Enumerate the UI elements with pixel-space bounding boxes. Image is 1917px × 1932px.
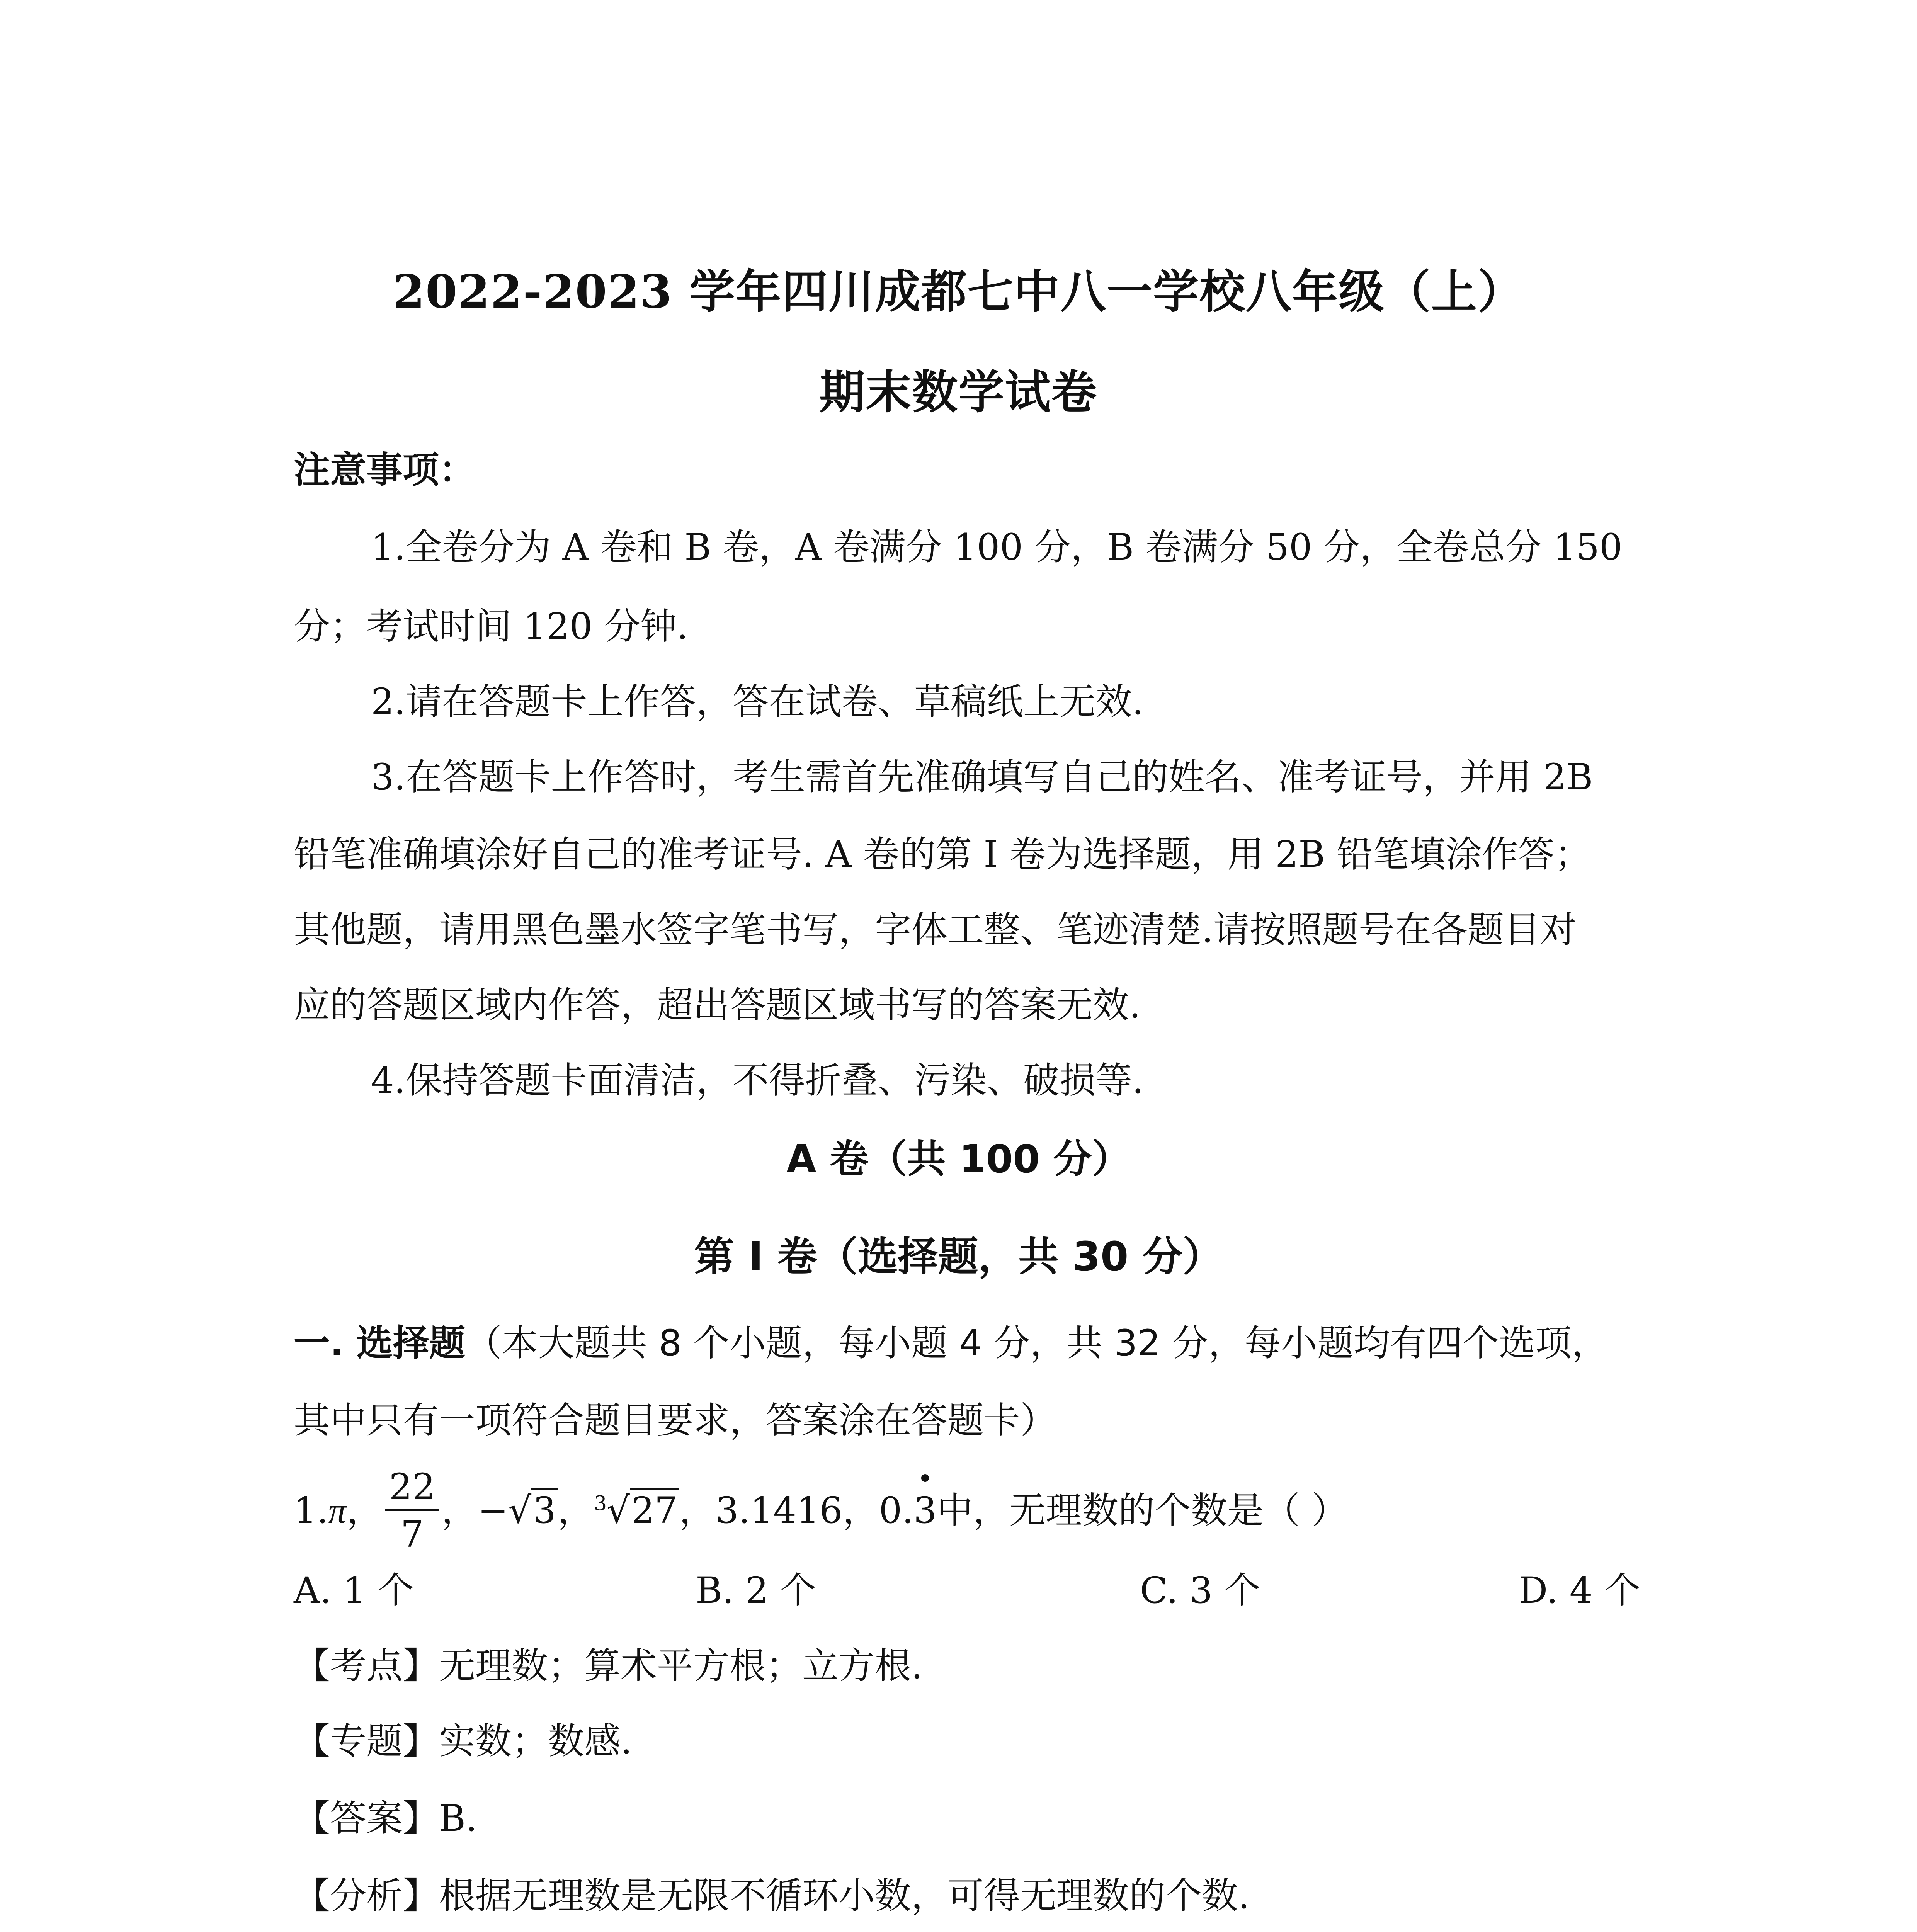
section-a1-heading: 第 I 卷（选择题，共 30 分） bbox=[694, 1233, 1223, 1280]
q1-fraction-numerator: 22 bbox=[385, 1469, 439, 1511]
q1-option-d: D. 4 个 bbox=[1519, 1570, 1641, 1612]
q1-cbrt27 bbox=[594, 1490, 679, 1532]
part-1-description-line-2: 其中只有一项符合题目要求，答案涂在答题卡） bbox=[294, 1400, 1057, 1442]
notice-3-line-3: 其他题，请用黑色墨水签字笔书写，字体工整、笔迹清楚.请按照题号在各题目对 bbox=[294, 909, 1577, 951]
q1-cbrt-index: 3 bbox=[594, 1492, 607, 1515]
q1-repeating-decimal bbox=[879, 1490, 937, 1532]
q1-minus: − bbox=[478, 1490, 509, 1532]
q1-sep: ， bbox=[557, 1490, 594, 1532]
part-1-description-line-1 bbox=[294, 1322, 1608, 1364]
q1-pi: π bbox=[328, 1491, 347, 1531]
notice-3-line-4: 应的答题区域内作答，超出答题区域书写的答案无效. bbox=[294, 984, 1141, 1026]
q1-number: 1. bbox=[294, 1490, 328, 1532]
sqrt-icon: √ bbox=[508, 1490, 532, 1532]
q1-number-3-1416: 3.1416 bbox=[715, 1490, 843, 1532]
notice-2: 2.请在答题卡上作答，答在试卷、草稿纸上无效. bbox=[371, 681, 1144, 723]
notice-4: 4.保持答题卡面清洁，不得折叠、污染、破损等. bbox=[371, 1060, 1144, 1102]
q1-sep: ， bbox=[346, 1490, 383, 1532]
section-a-heading: A 卷（共 100 分） bbox=[786, 1136, 1131, 1182]
q1-option-a: A. 1 个 bbox=[294, 1570, 414, 1612]
q1-repeating-digit: 3 bbox=[913, 1490, 937, 1532]
q1-answer: 【答案】B. bbox=[294, 1798, 477, 1840]
q1-fraction bbox=[385, 1466, 439, 1556]
q1-sep: ， bbox=[679, 1490, 716, 1532]
q1-option-b: B. 2 个 bbox=[696, 1570, 816, 1612]
part-1-desc: （本大题共 8 个小题，每小题 4 分，共 32 分，每小题均有四个选项， bbox=[465, 1322, 1608, 1364]
notice-heading: 注意事项： bbox=[294, 449, 476, 491]
q1-analysis: 【分析】根据无理数是无限不循环小数，可得无理数的个数. bbox=[294, 1875, 1250, 1917]
q1-kaodian: 【考点】无理数；算术平方根；立方根. bbox=[294, 1645, 923, 1687]
cbrt-icon: √ bbox=[607, 1490, 630, 1532]
q1-sep: ， bbox=[441, 1490, 478, 1532]
q1-stem-tail: 中，无理数的个数是（ ） bbox=[937, 1490, 1348, 1532]
q1-zhuanti: 【专题】实数；数感. bbox=[294, 1720, 632, 1762]
q1-sqrt-arg: 3 bbox=[531, 1488, 558, 1532]
page-subtitle: 期末数学试卷 bbox=[819, 365, 1098, 419]
q1-fraction-denominator: 7 bbox=[400, 1513, 424, 1556]
notice-1-line-1: 1.全卷分为 A 卷和 B 卷，A 卷满分 100 分，B 卷满分 50 分，全卷总分 150 bbox=[371, 526, 1623, 568]
notice-3-line-1: 3.在答题卡上作答时，考生需首先准确填写自己的姓名、准考证号，并用 2B bbox=[371, 756, 1593, 798]
question-1-stem bbox=[294, 1466, 1348, 1556]
q1-cbrt-arg: 27 bbox=[630, 1488, 679, 1532]
q1-repeating-int: 0. bbox=[879, 1490, 914, 1532]
q1-neg-sqrt3 bbox=[478, 1490, 557, 1532]
q1-sep: ， bbox=[842, 1490, 879, 1532]
part-1-label: 一. 选择题 bbox=[294, 1322, 466, 1364]
page-title: 2022-2023 学年四川成都七中八一学校八年级（上） bbox=[393, 265, 1524, 318]
notice-3-line-2: 铅笔准确填涂好自己的准考证号. A 卷的第 I 卷为选择题，用 2B 铅笔填涂作答； bbox=[294, 833, 1591, 876]
q1-option-c: C. 3 个 bbox=[1140, 1570, 1261, 1612]
notice-1-line-2: 分；考试时间 120 分钟. bbox=[294, 605, 689, 648]
